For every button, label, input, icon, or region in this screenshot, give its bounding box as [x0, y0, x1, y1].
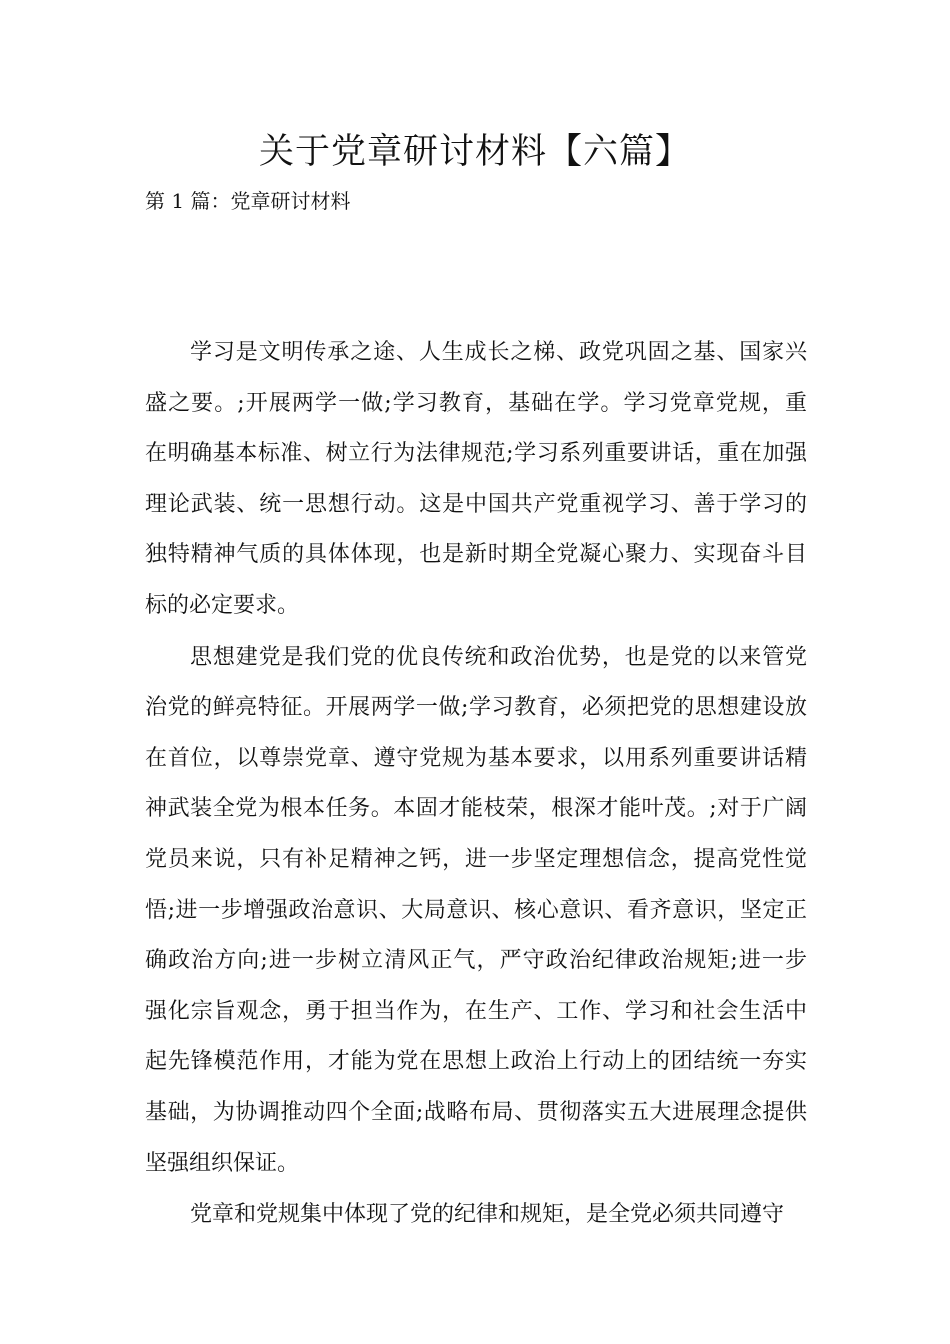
text-line: 盛之要。;开展两学一做;学习教育，基础在学。学习党章党规，重	[145, 390, 807, 416]
paragraph	[145, 1190, 807, 1241]
text-line: 神武装全党为根本任务。本固才能枝荣，根深才能叶茂。;对于广阔	[145, 796, 807, 822]
text-line: 理论武装、统一思想行动。这是中国共产党重视学习、善于学习的	[145, 491, 807, 517]
document-body	[145, 328, 807, 1242]
paragraph	[145, 633, 807, 1190]
text-line: 党章和党规集中体现了党的纪律和规矩，是全党必须共同遵守	[190, 1202, 785, 1228]
text-line: 治党的鲜亮特征。开展两学一做;学习教育，必须把党的思想建设放	[145, 695, 807, 721]
text-line: 悟;进一步增强政治意识、大局意识、核心意识、看齐意识，坚定正	[145, 897, 807, 923]
text-line: 学习是文明传承之途、人生成长之梯、政党巩固之基、国家兴	[190, 340, 807, 365]
section-heading: 第 1 篇：党章研讨材料	[145, 189, 351, 213]
text-line: 标的必定要求。	[145, 592, 300, 618]
text-line: 在首位，以尊崇党章、遵守党规为基本要求，以用系列重要讲话精	[145, 745, 807, 771]
text-line: 坚强组织保证。	[145, 1150, 300, 1176]
text-line: 在明确基本标准、树立行为法律规范;学习系列重要讲话，重在加强	[145, 441, 807, 467]
text-line: 党员来说，只有补足精神之钙，进一步坚定理想信念，提高党性觉	[145, 846, 807, 872]
text-line: 起先锋模范作用，才能为党在思想上政治上行动上的团结统一夯实	[145, 1049, 807, 1075]
text-line: 强化宗旨观念，勇于担当作为，在生产、工作、学习和社会生活中	[145, 998, 807, 1024]
text-line: 思想建党是我们党的优良传统和政治优势，也是党的以来管党	[190, 644, 807, 670]
text-line: 独特精神气质的具体体现，也是新时期全党凝心聚力、实现奋斗目	[145, 542, 807, 568]
paragraph	[145, 328, 807, 632]
text-line: 确政治方向;进一步树立清风正气，严守政治纪律政治规矩;进一步	[145, 948, 807, 974]
document-title: 关于党章研讨材料【六篇】	[258, 132, 691, 172]
text-line: 基础，为协调推动四个全面;战略布局、贯彻落实五大进展理念提供	[145, 1099, 807, 1125]
